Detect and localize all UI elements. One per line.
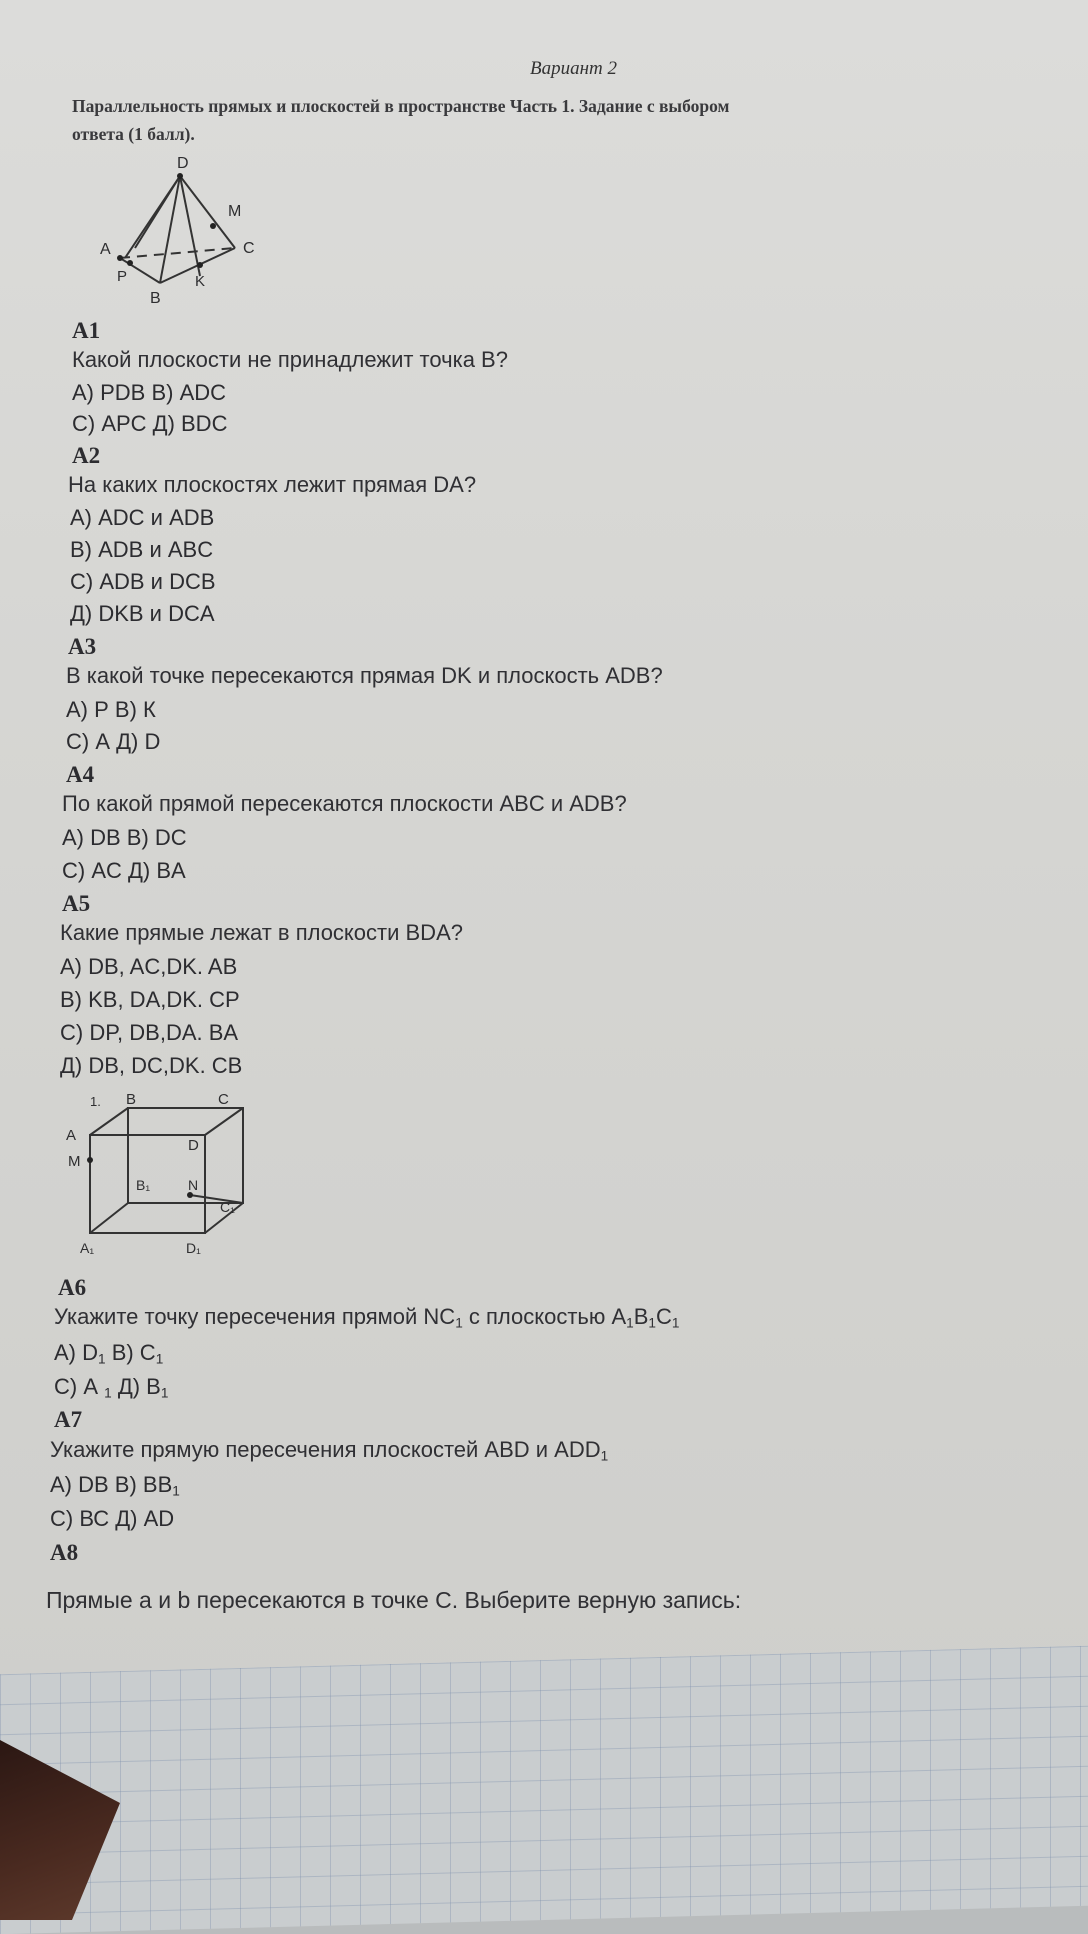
answer-option: А) ADC и ADB [70,505,215,530]
edge-dk [180,176,200,276]
label-a: A [66,1127,77,1144]
question-text: Какие прямые лежат в плоскости BDA? [60,920,463,945]
question-number: А5 [62,891,91,916]
subscript: 1 [455,1315,463,1331]
label-a: A [100,241,111,258]
label-m: M [68,1153,81,1170]
question-number: А1 [72,318,101,343]
subscript: 1 [671,1315,680,1331]
answer-option: С) DP, DB,DA. BA [60,1020,239,1045]
subscript: 1 [600,1448,609,1464]
question-number: А3 [68,634,97,659]
question-text-part: B [633,1304,649,1329]
label-c1: C₁ [220,1199,235,1215]
subscript: 1 [172,1483,180,1499]
variant-title: Вариант 2 [530,58,618,79]
subscript: 1 [648,1315,656,1331]
edge-dc [180,176,235,248]
answer-option: Д) DKB и DCA [70,601,215,626]
label-b1: B₁ [136,1177,151,1193]
option-text: С) А [54,1374,105,1399]
edge-dc [205,1108,243,1135]
question-number: А7 [54,1407,83,1432]
point-m [87,1157,93,1163]
question-text [54,1304,679,1330]
option-text: Д) В [111,1374,161,1399]
question-text: На каких плоскостях лежит прямая DA? [68,472,477,497]
answer-options-line: А) Р В) К [66,697,156,722]
question-text: Какой плоскости не принадлежит точка В? [72,347,508,372]
label-figure-number: 1. [90,1094,101,1109]
answer-options-line: С) APC Д) BDC [72,411,228,436]
label-d: D [188,1137,199,1154]
subscript: 1 [626,1315,634,1331]
answer-options-line: С) ВС Д) AD [50,1506,175,1531]
subscript: 1 [160,1385,169,1401]
label-d1: D₁ [186,1240,201,1256]
subscript: 1 [98,1351,106,1367]
answer-options-line: А) PDB В) ADC [72,380,227,405]
cube-figure [60,1090,260,1260]
point-p [127,260,133,266]
answer-option: А) DB, AC,DK. AB [60,954,238,979]
question-text: В какой точке пересекаются прямая DK и плоскость ADB? [66,663,663,688]
answer-options-line: С) AC Д) BA [62,858,186,883]
answer-options-line: А) DB В) DC [62,825,187,850]
edge-a1b1 [90,1203,128,1233]
graph-paper-background [0,1646,1088,1934]
question-number: А8 [50,1540,79,1565]
question-text [50,1437,608,1463]
answer-option: В) ADB и ABC [70,537,214,562]
question-text: Прямые a и b пересекаются в точке С. Выберите верную запись: [46,1587,742,1613]
question-number: А6 [58,1275,87,1300]
answer-options-line [54,1374,168,1400]
label-d: D [177,155,189,172]
label-c: C [243,240,255,257]
point-a [117,255,123,261]
subscript: 1 [155,1351,164,1367]
answer-option: В) KB, DA,DK. CP [60,987,240,1012]
option-text: В) C [105,1340,156,1365]
question-text-part: C [656,1304,672,1329]
question-text-part: Укажите точку пересечения прямой NC [54,1304,456,1329]
answer-options-line: С) А Д) D [66,729,161,754]
heading-line-1: Параллельность прямых и плоскостей в пространстве Часть 1. Задание с выбором [72,96,730,116]
label-n: N [188,1177,199,1193]
label-b: B [126,1091,137,1108]
segment-nc1 [190,1195,243,1203]
answer-options-line [54,1340,163,1366]
question-number: А2 [72,443,101,468]
answer-option: Д) DB, DC,DK. CB [60,1053,243,1078]
point-d [177,173,183,179]
edge-ab [90,1108,128,1135]
heading-line-2: ответа (1 балл). [72,124,195,144]
label-a1: A₁ [80,1240,95,1256]
label-b: B [150,290,161,307]
point-m [210,223,216,229]
option-text: А) DB В) BB [50,1472,173,1497]
question-text-part: с плоскостью A [462,1304,627,1329]
answer-options-line [50,1472,180,1498]
question-number: А4 [66,762,95,787]
pyramid-figure [95,148,275,308]
answer-option: С) ADB и DCB [70,569,216,594]
label-c: C [218,1091,229,1108]
subscript: 1 [104,1385,112,1401]
point-k [197,262,203,268]
label-m: M [228,203,242,220]
label-p: P [117,268,128,285]
question-text-part: Укажите прямую пересечения плоскостей ABD и ADD [50,1437,601,1462]
question-text: По какой прямой пересекаются плоскости ABC и ADB? [62,791,627,816]
option-text: А) D [54,1340,98,1365]
label-k: K [195,273,206,290]
